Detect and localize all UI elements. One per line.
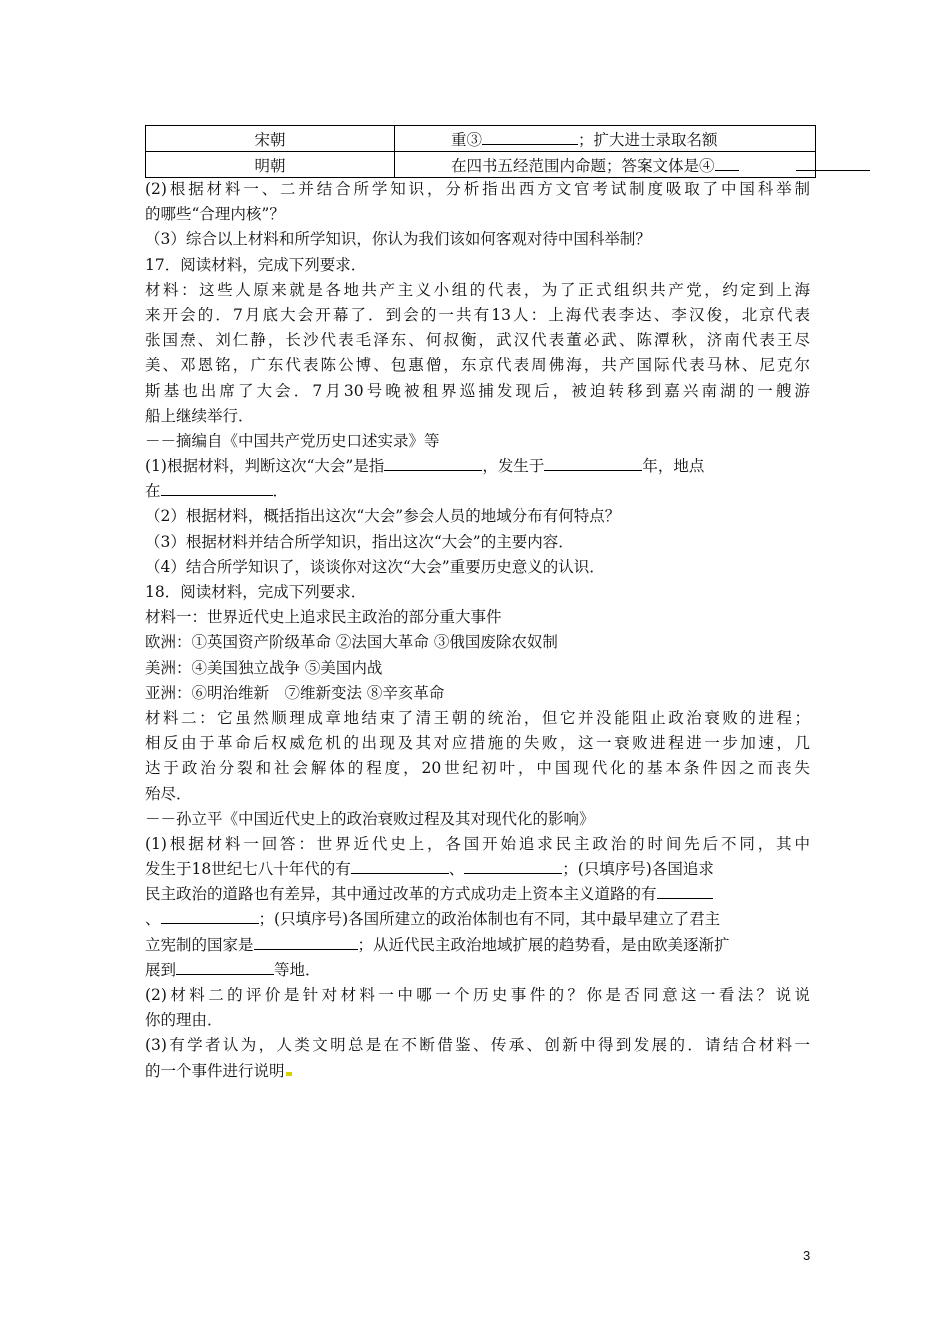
text-line	[145, 832, 810, 857]
highlight-marker	[286, 1072, 292, 1076]
text-line	[145, 756, 810, 781]
line-segment: 、	[448, 860, 465, 879]
line-text: （4）结合所学知识了，谈谈你对这次“大会”重要历史意义的认识．	[145, 557, 605, 576]
text-line	[145, 857, 810, 882]
text-line	[145, 580, 810, 605]
answer-blank-extension	[796, 170, 870, 171]
answer-blank[interactable]	[657, 883, 713, 899]
line-text: (2)根据材料一、二并结合所学知识，分析指出西方文官考试制度吸取了中国科举制	[145, 180, 810, 198]
line-text: (3)有学者认为，人类文明总是在不断借鉴、传承、创新中得到发展的．请结合材料一	[145, 1036, 810, 1055]
text-line	[145, 681, 810, 706]
line-segment: 立宪制的国家是	[145, 935, 254, 954]
text-line	[145, 479, 810, 504]
line-text: 材料二：它虽然顺理成章地结束了清王朝的统治，但它并没能阻止政治衰败的进程；	[145, 708, 810, 727]
answer-blank[interactable]	[351, 858, 449, 874]
line-text: （3）根据材料并结合所学知识，指出这次“大会”的主要内容．	[145, 532, 574, 551]
text-line	[145, 404, 810, 429]
text-line	[145, 1008, 810, 1033]
line-text: 的一个事件进行说明	[145, 1061, 285, 1080]
line-text: 的哪些“合理内核”？	[145, 205, 285, 224]
line-text: （3）综合以上材料和所学知识，你认为我们该如何客观对待中国科举制？	[145, 230, 651, 249]
text-line	[145, 303, 810, 328]
answer-blank[interactable]	[544, 455, 642, 471]
answer-blank[interactable]	[482, 129, 578, 145]
page-number: 3	[803, 1248, 811, 1263]
line-text: －－摘编自《中国共产党历史口述实录》等	[145, 431, 440, 450]
table-cell-dynasty: 宋朝	[146, 126, 395, 152]
line-segment: 发生于18世纪七八十年代的有	[145, 860, 351, 879]
text-line	[145, 253, 810, 278]
line-text: 17．阅读材料，完成下列要求．	[145, 255, 367, 274]
text-line	[145, 1059, 810, 1084]
answer-blank[interactable]	[254, 934, 358, 950]
keju-table	[145, 125, 816, 178]
text-line	[145, 807, 810, 832]
line-text: 18．阅读材料，完成下列要求．	[145, 583, 367, 601]
text-line	[145, 202, 810, 227]
text-line	[145, 454, 810, 479]
text-line	[145, 706, 810, 731]
line-text: 材料一：世界近代史上追求民主政治的部分重大事件	[145, 608, 502, 627]
text-line	[145, 353, 810, 378]
line-text: 相反由于革命后权威危机的出现及其对应措施的失败，这一衰败进程进一步加速，几	[145, 734, 810, 753]
text-line	[145, 555, 810, 580]
answer-blank[interactable]	[161, 480, 273, 496]
text-line	[145, 605, 810, 630]
cell-text: ；扩大进士录取名额	[578, 130, 718, 149]
text-line	[145, 1033, 810, 1058]
table-cell-dynasty: 明朝	[146, 152, 395, 178]
line-segment: ；从近代民主政治地域扩展的趋势看，是由欧美逐渐扩	[357, 935, 730, 954]
text-line	[145, 429, 810, 454]
text-line	[145, 731, 810, 756]
line-segment: (1)根据材料，判断这次“大会”是指	[145, 457, 385, 476]
line-text: 材料：这些人原来就是各地共产主义小组的代表，为了正式组织共产党，约定到上海	[145, 280, 810, 299]
line-segment: 、	[145, 910, 161, 929]
line-segment: ，发生于	[482, 457, 545, 476]
line-text: 斯基也出席了大会．7月30号晚被租界巡捕发现后，被迫转移到嘉兴南湖的一艘游	[145, 381, 810, 400]
cell-text: 重③	[451, 130, 483, 149]
answer-blank[interactable]	[176, 959, 274, 975]
line-segment: 在	[145, 482, 161, 501]
text-line	[145, 504, 810, 529]
line-segment: ；(只填序号)各国追求	[562, 860, 714, 879]
line-text: 达于政治分裂和社会解体的程度，20世纪初叶，中国现代化的基本条件因之而丧失	[145, 759, 810, 778]
line-text: 亚洲：⑥明治维新 ⑦维新变法 ⑧辛亥革命	[145, 683, 445, 702]
text-line	[145, 530, 810, 555]
line-text: （2）根据材料，概括指出这次“大会”参会人员的地域分布有何特点？	[145, 507, 621, 526]
text-line	[145, 177, 810, 202]
text-line	[145, 983, 810, 1008]
text-line	[145, 328, 810, 353]
cell-text: 在四书五经范围内命题；答案文体是④	[451, 156, 715, 175]
answer-blank[interactable]	[384, 455, 482, 471]
line-text: 美、邓恩铭，广东代表陈公博、包惠僧，东京代表周佛海，共产国际代表马林、尼克尔	[145, 356, 810, 375]
line-segment: 展到	[145, 960, 177, 979]
text-line	[145, 630, 810, 655]
text-line	[145, 782, 810, 807]
line-text: (2)材料二的评价是针对材料一中哪一个历史事件的？你是否同意这一看法？说说	[145, 986, 810, 1004]
table-cell-content	[395, 126, 816, 152]
answer-blank[interactable]	[161, 908, 259, 924]
line-text: 欧洲：①英国资产阶级革命 ②法国大革命 ③俄国废除农奴制	[145, 633, 558, 652]
line-segment: ；(只填序号)各国所建立的政治体制也有不同，其中最早建立了君主	[258, 910, 721, 929]
line-segment: 等地．	[274, 960, 321, 979]
text-line	[145, 882, 810, 907]
text-line	[145, 227, 810, 252]
table-cell-content	[395, 152, 816, 178]
answer-blank[interactable]	[464, 858, 562, 874]
question-text	[145, 177, 810, 1084]
line-text: 殆尽．	[145, 784, 192, 803]
line-text: 来开会的．7月底大会开幕了．到会的一共有13人：上海代表李达、李汉俊，北京代表	[145, 305, 810, 324]
line-segment: 民主政治的道路也有差异，其中通过改革的方式成功走上资本主义道路的有	[145, 885, 657, 904]
line-text: 你的理由．	[145, 1011, 223, 1030]
text-line	[145, 379, 810, 404]
line-text: 张国焘、刘仁静，长沙代表毛泽东、何叔衡，武汉代表董必武、陈潭秋，济南代表王尽	[145, 331, 810, 350]
table-row	[146, 152, 816, 178]
line-text: －－孙立平《中国近代史上的政治衰败过程及其对现代化的影响》	[145, 809, 595, 828]
answer-blank[interactable]	[715, 155, 739, 171]
text-line	[145, 656, 810, 681]
text-line	[145, 933, 810, 958]
line-text: (1)根据材料一回答：世界近代史上，各国开始追求民主政治的时间先后不同，其中	[145, 834, 810, 853]
line-text: 船上继续举行．	[145, 406, 254, 425]
text-line	[145, 907, 810, 932]
text-line	[145, 958, 810, 983]
line-segment: 年，地点	[642, 457, 705, 476]
line-text: 美洲：④美国独立战争 ⑤美国内战	[145, 658, 383, 677]
table-row	[146, 126, 816, 152]
line-segment: ．	[272, 482, 289, 501]
text-line	[145, 278, 810, 303]
